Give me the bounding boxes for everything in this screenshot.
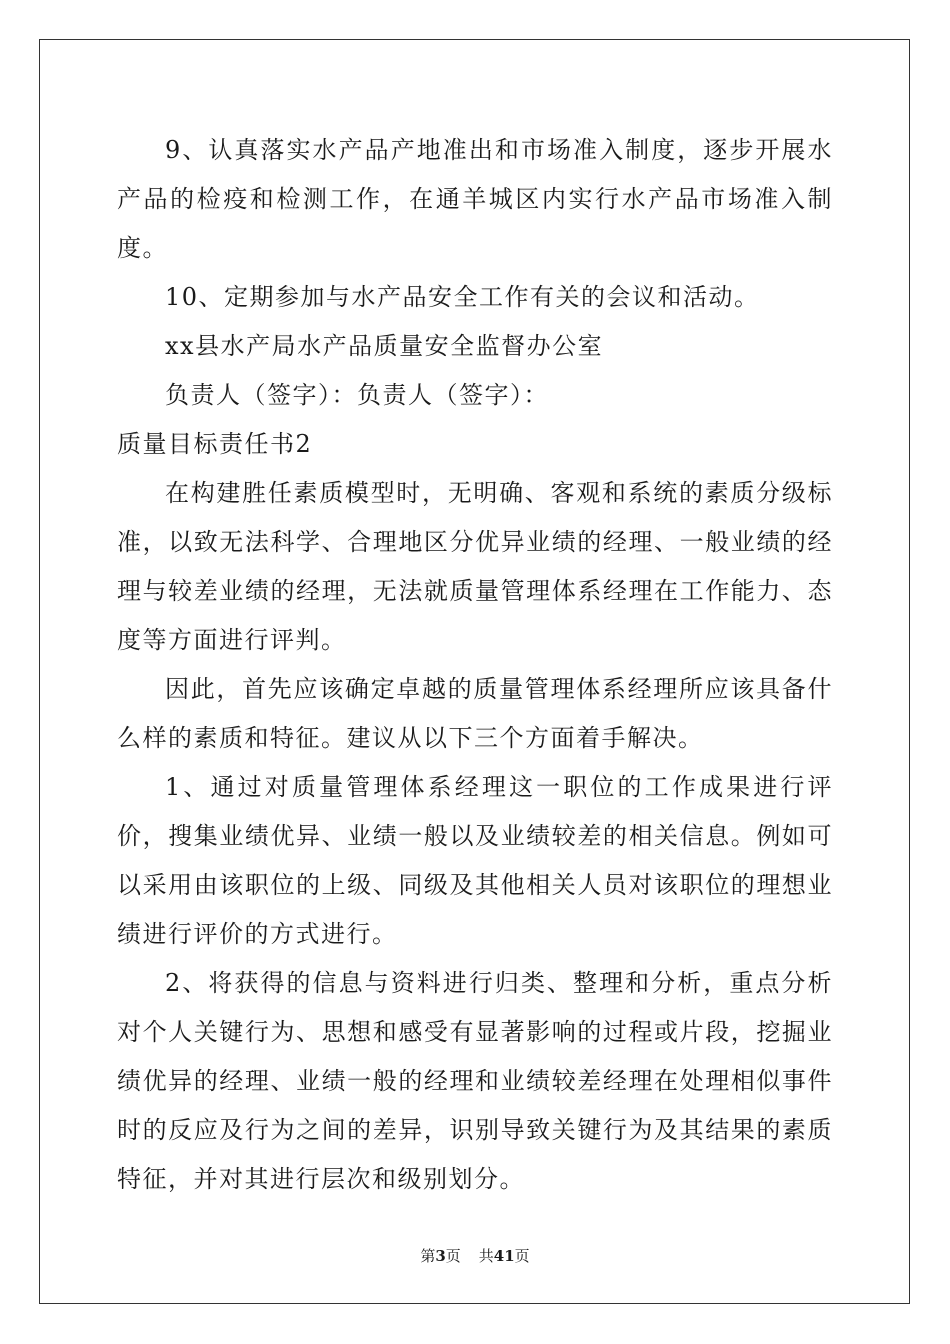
paragraph-item-9: 9、认真落实水产品产地准出和市场准入制度，逐步开展水产品的检疫和检测工作，在通羊城区内实行水产品市场准入制度。 (117, 136, 833, 262)
page-label-suffix: 页 (445, 1247, 461, 1265)
paragraph-body: 因此，首先应该确定卓越的质量管理体系经理所应该具备什么样的素质和特征。建议从以下三个方面着手解决。 (117, 675, 833, 752)
page-footer (0, 1246, 950, 1266)
paragraph-step-1: 1、通过对质量管理体系经理这一职位的工作成果进行评价，搜集业绩优异、业绩一般以及业绩较差的相关信息。例如可以采用由该职位的上级、同级及其他相关人员对该职位的理想业绩进行评价的方式进行。 (117, 773, 833, 948)
paragraph-body: 在构建胜任素质模型时，无明确、客观和系统的素质分级标准，以致无法科学、合理地区分优异业绩的经理、一般业绩的经理与较差业绩的经理，无法就质量管理体系经理在工作能力、态度等方面进行评判。 (117, 479, 833, 654)
total-label-prefix: 共 (478, 1247, 494, 1265)
document-body (117, 126, 833, 1204)
total-pages: 41 (493, 1247, 515, 1265)
page-number: 3 (435, 1247, 446, 1265)
total-label-suffix: 页 (514, 1247, 530, 1265)
paragraph-item-10: 10、定期参加与水产品安全工作有关的会议和活动。 (165, 283, 760, 311)
signature-line: 负责人（签字）：负责人（签字）： (165, 381, 549, 409)
section-heading: 质量目标责任书2 (117, 430, 313, 458)
paragraph-step-2: 2、将获得的信息与资料进行归类、整理和分析，重点分析对个人关键行为、思想和感受有显著影响的过程或片段，挖掘业绩优异的经理、业绩一般的经理和业绩较差经理在处理相似事件时的反应及行为之间的差异，识别导致关键行为及其结果的素质特征，并对其进行层次和级别划分。 (117, 969, 833, 1193)
page-label-prefix: 第 (420, 1247, 436, 1265)
office-signature-name: xx县水产局水产品质量安全监督办公室 (165, 332, 604, 360)
